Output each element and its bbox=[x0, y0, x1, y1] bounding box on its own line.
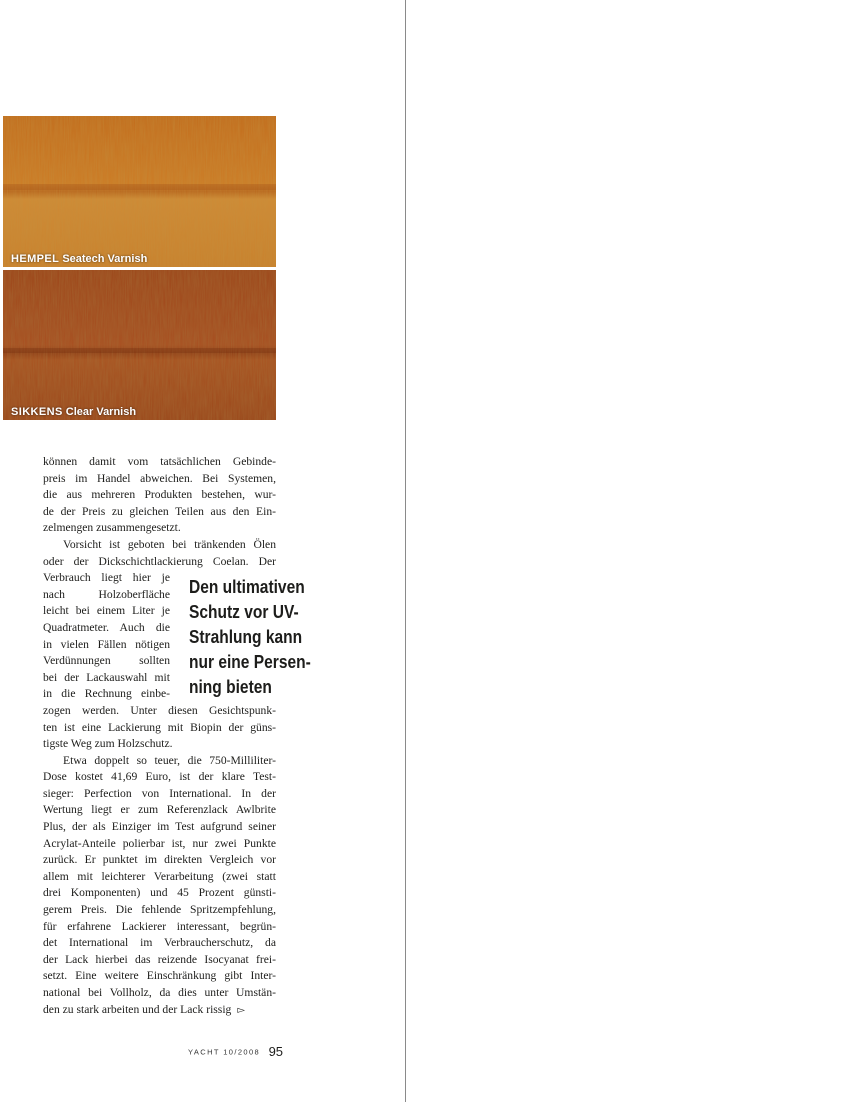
text-line: Vorsicht ist geboten bei tränkenden Ölen bbox=[63, 537, 276, 551]
caption-brand: HEMPEL bbox=[11, 253, 60, 265]
text-line: nach Holzoberfläche bbox=[43, 587, 170, 601]
pull-quote-line: Strahlung kann bbox=[189, 626, 303, 647]
pull-quote-line: ning bieten bbox=[189, 676, 272, 697]
text-line: setzt. Eine weitere Einschränkung gibt Inter- bbox=[43, 969, 276, 983]
text-line: det International im Verbraucherschutz, da bbox=[43, 936, 276, 950]
text-line: Etwa doppelt so teuer, die 750-Milliliter- bbox=[63, 753, 276, 767]
text-line: national bei Vollholz, da dies unter Umstän- bbox=[43, 986, 276, 999]
text-line: Quadratmeter. Auch die bbox=[43, 620, 170, 634]
pull-quote bbox=[189, 574, 315, 699]
caption-product: Clear Varnish bbox=[65, 406, 137, 418]
text-line: zurück. Er punktet im direkten Vergleich vor bbox=[43, 853, 276, 867]
text-line: der Lack hierbei das reizende Isocyanat frei- bbox=[43, 952, 276, 966]
text-line: preis im Handel abweichen. Bei Systemen, bbox=[43, 471, 276, 485]
pull-quote-line: Schutz vor UV- bbox=[189, 601, 299, 622]
text-line: gerem Preis. Die fehlende Spritzempfehlung, bbox=[43, 903, 276, 917]
text-line: ten ist eine Lackierung mit Biopin der güns- bbox=[43, 720, 276, 734]
photo-caption-sikkens bbox=[11, 406, 136, 418]
text-line: tigste Weg zum Holzschutz. bbox=[43, 737, 173, 751]
photo-caption-hempel bbox=[11, 253, 147, 265]
text-line: oder der Dickschichtlackierung Coelan. Der bbox=[43, 554, 276, 568]
caption-product: Seatech Varnish bbox=[62, 253, 148, 265]
text-line: die aus mehreren Produkten bestehen, wur- bbox=[43, 488, 276, 502]
pull-quote-line: Den ultimativen bbox=[189, 576, 305, 597]
text-line: bei der Lackauswahl mit bbox=[43, 670, 170, 684]
text-line: Wertung liegt er zum Referenzlack Awlbrite bbox=[43, 803, 276, 817]
text-line: Dose kostet 41,69 Euro, ist der klare Test- bbox=[43, 770, 276, 784]
wood-texture-sikkens bbox=[3, 270, 276, 420]
text-line: sieger: Perfection von International. In der bbox=[43, 786, 276, 800]
article-column bbox=[43, 454, 276, 1018]
wood-texture-hempel bbox=[3, 116, 276, 267]
text-line: zogen werden. Unter diesen Gesichtspunk- bbox=[43, 703, 276, 717]
paragraph-1 bbox=[43, 454, 276, 537]
text-line: allem mit leichterer Verarbeitung (zwei statt bbox=[43, 869, 276, 883]
text-line: leicht bei einem Liter je bbox=[43, 604, 170, 618]
text-line: in die Rechnung einbe- bbox=[43, 687, 170, 701]
continue-arrow-icon: ▻ bbox=[237, 1004, 246, 1016]
text-line: zelmengen zusammengesetzt. bbox=[43, 521, 181, 535]
text-line: in vielen Fällen nötigen bbox=[43, 637, 170, 651]
text-line: de der Preis zu gleichen Teilen aus den Ein- bbox=[43, 504, 276, 518]
text-line: Plus, der als Einziger im Test aufgrund seiner bbox=[43, 820, 276, 834]
page-number: 95 bbox=[268, 1044, 284, 1060]
wood-sample-photo-hempel bbox=[3, 116, 276, 267]
text-line: für erfahrene Lackierer interessant, begrün- bbox=[43, 919, 276, 933]
pull-quote-line: nur eine Persen- bbox=[189, 651, 311, 672]
magazine-issue: YACHT 10/2008 bbox=[188, 1047, 261, 1057]
text-line: den zu stark arbeiten und der Lack rissig bbox=[43, 1002, 232, 1016]
text-line: können damit vom tatsächlichen Gebinde- bbox=[43, 455, 276, 468]
paragraph-3 bbox=[43, 753, 276, 1019]
text-line: Verdünnungen sollten bbox=[43, 654, 170, 668]
text-line: Acrylat-Anteile polierbar ist, nur zwei Punkte bbox=[43, 836, 276, 850]
page-gutter-line bbox=[405, 0, 406, 1102]
page-footer bbox=[188, 1043, 283, 1061]
wood-sample-photo-sikkens bbox=[3, 270, 276, 420]
text-line-last bbox=[43, 1002, 276, 1019]
text-line: drei Komponenten) und 45 Prozent günsti- bbox=[43, 886, 276, 900]
text-line: Verbrauch liegt hier je bbox=[43, 571, 170, 585]
caption-brand: SIKKENS bbox=[11, 406, 63, 418]
